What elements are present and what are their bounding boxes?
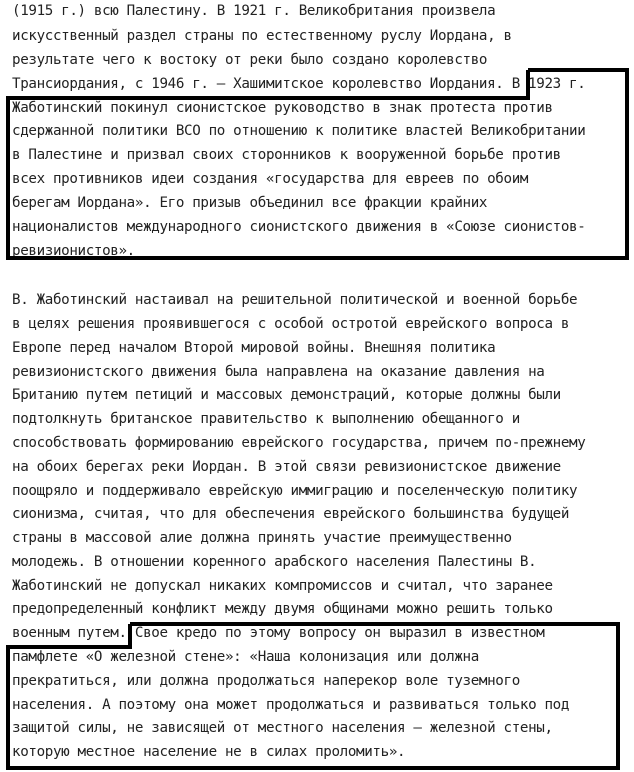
text-line: Британию путем петиций и массовых демонстраций, которые должны были xyxy=(12,387,561,403)
text-line: в Палестине и призвал своих сторонников к вооруженной борьбе против xyxy=(12,147,561,163)
highlight-outline xyxy=(8,624,618,768)
text-line: военным путем. Свое кредо по этому вопросу он выразил в известном xyxy=(12,625,545,641)
text-line: защитой силы, не зависящей от местного населения – железной стены, xyxy=(12,720,553,736)
text-line: поощряло и поддерживало еврейскую иммиграцию и поселенческую политику xyxy=(12,483,578,499)
text-line: страны в массовой алие должна принять участие преимущественно xyxy=(12,530,512,546)
text-line: В. Жаботинский настаивал на решительной политической и военной борьбе xyxy=(12,292,578,308)
text-line: которую местное население не в силах проломить». xyxy=(12,744,406,760)
text-line: Жаботинский не допускал никаких компромиссов и считал, что заранее xyxy=(12,578,553,594)
text-line: молодежь. В отношении коренного арабского населения Палестины В. xyxy=(12,554,537,570)
text-line: сдержанной политики ВСО по отношению к политике властей Великобритании xyxy=(12,123,586,139)
text-line: Жаботинский покинул сионистское руководство в знак протеста против xyxy=(12,100,553,116)
text-line: в целях решения проявившегося с особой остротой еврейского вопроса в xyxy=(12,316,570,332)
text-line: ревизионистского движения была направлена на оказание давления на xyxy=(12,364,545,380)
text-line: памфлете «О железной стене»: «Наша колонизация или должна xyxy=(12,649,479,665)
text-line: берегам Иордана». Его призыв объединил все фракции крайних xyxy=(12,195,488,211)
text-line: Европе перед началом Второй мировой войны. Внешняя политика xyxy=(12,340,496,356)
text-line: предопределенный конфликт между двумя общинами можно решить только xyxy=(12,601,553,617)
text-line: (1915 г.) всю Палестину. В 1921 г. Великобритания произвела xyxy=(12,3,496,19)
text-line: способствовать формированию еврейского государства, причем по-прежнему xyxy=(12,435,586,451)
text-line: населения. А поэтому она может продолжаться и развиваться только под xyxy=(12,697,570,713)
text-line: результате чего к востоку от реки было создано королевство xyxy=(12,52,488,68)
text-line: на обоих берегах реки Иордан. В этой связи ревизионистское движение xyxy=(12,459,561,475)
text-line: националистов международного сионистского движения в «Союзе сионистов- xyxy=(12,219,586,235)
text-line: всех противников идеи создания «государства для евреев по обоим xyxy=(12,171,529,187)
text-line: подтолкнуть британское правительство к выполнению обещанного и xyxy=(12,411,520,427)
text-line: Трансиордания, с 1946 г. — Хашимитское королевство Иордания. В 1923 г. xyxy=(12,76,586,92)
text-line: сионизма, считая, что для обеспечения еврейского большинства будущей xyxy=(12,506,570,522)
text-line: искусственный раздел страны по естественному руслу Иордана, в xyxy=(12,28,512,44)
text-line: ревизионистов». xyxy=(12,243,135,259)
text-line: прекратиться, или должна продолжаться наперекор воле туземного xyxy=(12,673,520,689)
